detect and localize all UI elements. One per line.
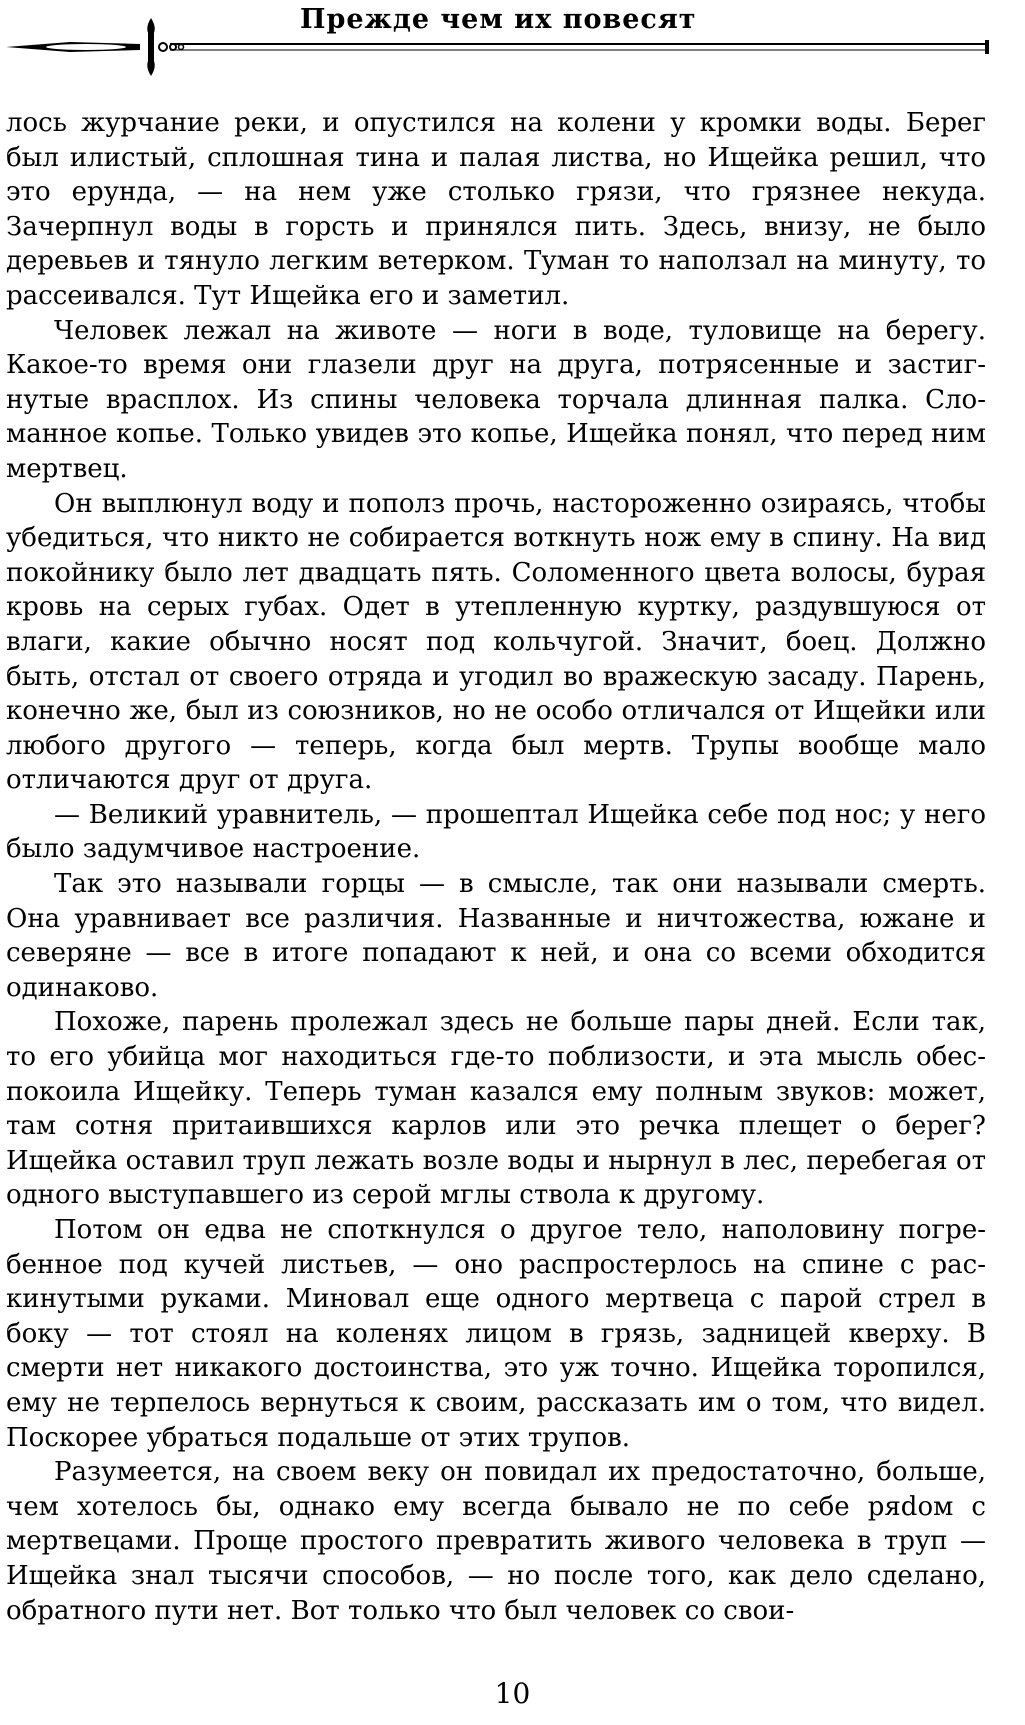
body-text — [6, 106, 986, 1628]
paragraph: Разумеется, на своем веку он повидал их предостаточно, больше, чем хотелось бы, однако ему всегда бывало не по себе ряdом с мертвецами. Проще простого превратить живого человека в труп — Ищейка знал тысячи способов, — но после того, как дело сделано, обратного пути нет. Вот только что был человек со свои- — [6, 1457, 986, 1626]
paragraph: лось журчание реки, и опустился на колени у кромки воды. Берег был илистый, сплошная тина и палая листва, но Ищейка решил, что это ерунда, — на нем уже столько грязи, что грязнее некуда. Зачерпнул воды в горсть и принялся пить. Здесь, внизу, не было деревьев и тянуло легким ветерком. Туман то наползал на минуту, то рассеивался. Тут Ищейка его и заметил. — [6, 108, 986, 311]
running-header-title: Прежде чем их повесят — [300, 4, 697, 35]
running-header — [0, 0, 1025, 70]
paragraph: Человек лежал на животе — ноги в воде, туловище на берегу. Какое-то время они глазели друг на друга, потрясенные и застигнутые врасплох. Из спины человека торчала длинная палка. Сломанное копье. Только увидев это копье, Ищейка понял, что перед ним мертвец. — [6, 315, 986, 484]
paragraph: Так это называли горцы — в смысле, так они называли смерть. Она уравнивает все различия. Названные и ничтожества, южане и северяне — все в итоге попадают к ней, и она со всеми обходится одинаково. — [6, 869, 986, 1003]
paragraph: Потом он едва не споткнулся о другое тело, наполовину погребенное под кучей листьев, — оно распростерлось на спине с раскинутыми руками. Миновал еще одного мертвеца с парой стрел в боку — тот стоял на коленях лицом в грязь, задницей кверху. В смерти нет никакого достоинства, это уж точно. Ищейка торопился, ему не терпелось вернуться к своим, рассказать им о том, что видел. Поскорее убраться подальше от этих трупов. — [6, 1215, 986, 1453]
page-number: 10 — [494, 1677, 531, 1710]
paragraph: — Великий уравнитель, — прошептал Ищейка себе под нос; у него было задумчивое настроение. — [6, 799, 986, 865]
paragraph: Похоже, парень пролежал здесь не больше пары дней. Если так, то его убийца мог находиться где-то поблизости, и эта мысль обеспокоила Ищейку. Теперь туман казался ему полным звуков: может, там сотня притаившихся карлов или это речка плещет о берег? Ищейка оставил труп лежать возле воды и нырнул в лес, перебегая от одного выступавшего из серой мглы ствола к другому. — [6, 1007, 986, 1211]
paragraph: Он выплюнул воду и пополз прочь, настороженно озираясь, чтобы убедиться, что никто не собирается воткнуть нож ему в спину. На вид покойнику было лет двадцать пять. Соломенного цвета волосы, бурая кровь на серых губах. Одет в утепленную куртку, раздувшуюся от влаги, какие обычно носят под кольчугой. Значит, боец. Должно быть, отстал от своего отряда и угодил во вражескую засаду. Парень, конечно же, был из союзников, но не особо отличался от Ищейки или любого другого — теперь, когда был мертв. Трупы вообще мало отличаются друг от друга. — [6, 488, 986, 796]
